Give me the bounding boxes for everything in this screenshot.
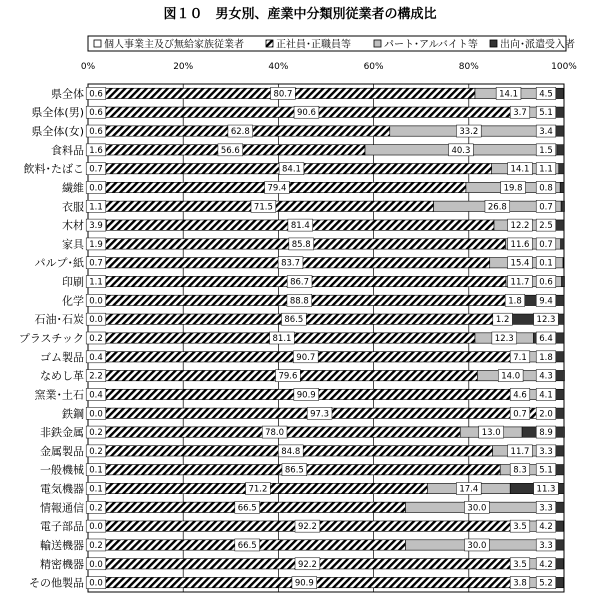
data-label: 0.0 [89,296,103,307]
category-label: パルプ･紙 [34,256,84,270]
data-label: 0.0 [89,559,103,570]
data-label: 14.1 [510,164,530,175]
data-label: 90.9 [294,578,314,589]
x-tick-label: 60% [363,62,384,72]
data-label: 4.2 [539,559,553,570]
legend-swatch [490,40,497,47]
data-label: 0.7 [539,202,553,213]
data-label: 3.5 [513,522,527,533]
data-label: 19.8 [503,183,523,194]
data-label: 90.7 [296,352,316,363]
data-label: 0.6 [89,127,103,138]
data-label: 0.1 [89,465,103,476]
data-label: 1.1 [89,202,103,213]
data-label: 56.6 [220,145,240,156]
chart-title: 図１０ 男女別、産業中分類別従業者の構成比 [163,7,437,22]
data-label: 97.3 [310,409,330,420]
data-label: 88.8 [289,296,309,307]
data-label: 5.1 [539,108,553,119]
x-tick-label: 80% [458,62,479,72]
legend [88,36,575,51]
category-label: 化学 [62,294,84,308]
data-label: 2.2 [89,371,103,382]
legend-label: 出向･派遣受入者 [500,39,575,51]
data-label: 5.2 [539,578,553,589]
x-tick-label: 40% [268,62,289,72]
data-label: 9.4 [539,296,553,307]
data-label: 0.0 [89,522,103,533]
legend-swatch [94,40,101,47]
data-label: 0.2 [89,446,103,457]
category-label: 電気機器 [40,482,84,496]
category-label: 飲料･たばこ [23,162,84,176]
category-label: 一般機械 [40,463,84,477]
data-label: 30.0 [467,503,487,514]
data-label: 8.3 [513,465,527,476]
data-label: 0.0 [89,578,103,589]
data-label: 0.1 [89,484,103,495]
category-label: 県全体(女) [31,125,84,139]
data-label: 3.7 [513,108,527,119]
data-label: 0.7 [89,164,103,175]
category-label: ゴム製品 [40,350,84,364]
data-label: 85.8 [291,239,311,250]
category-label: 衣服 [62,200,84,214]
data-label: 12.2 [510,221,530,232]
data-label: 40.3 [451,145,471,156]
legend-swatch [266,40,273,47]
data-label: 78.0 [265,428,285,439]
data-label: 81.1 [272,334,292,344]
legend-label: 個人事業主及び無給家族従業者 [104,39,244,51]
data-label: 3.5 [513,559,527,570]
data-label: 14.1 [499,89,519,100]
data-label: 12.3 [494,334,514,344]
legend-label: 正社員･正職員等 [276,39,351,51]
legend-label: パート･アルバイト等 [384,39,478,51]
data-label: 1.8 [508,296,522,307]
data-label: 11.6 [510,239,530,250]
data-label: 13.0 [481,428,501,439]
data-label: 12.3 [536,315,556,326]
data-label: 0.8 [539,183,553,194]
data-label: 2.5 [539,221,553,232]
data-label: 4.5 [539,89,553,100]
data-label: 5.1 [539,465,553,476]
data-label: 11.7 [510,446,530,457]
data-label: 0.2 [89,540,103,551]
data-label: 81.4 [290,221,310,232]
data-label: 84.1 [282,164,301,175]
category-label: 繊維 [62,181,84,195]
data-label: 33.2 [459,127,479,138]
data-label: 15.4 [510,258,530,269]
data-label: 92.2 [297,559,317,570]
data-label: 90.6 [297,108,316,119]
category-label: 家具 [62,237,84,251]
data-label: 8.9 [539,428,553,439]
category-label: なめし革 [40,369,84,383]
data-label: 0.6 [89,108,103,119]
category-label: 窯業･土石 [34,388,84,402]
bar-segment [562,276,565,286]
data-label: 83.7 [281,258,301,269]
legend-swatch [374,40,381,47]
data-label: 79.6 [278,371,298,382]
category-label: 県全体(男) [31,106,84,120]
data-label: 4.3 [539,371,553,382]
x-tick-label: 20% [173,62,194,72]
category-label: 金属製品 [40,444,84,458]
data-label: 0.7 [513,409,527,420]
data-label: 86.7 [290,277,310,288]
data-label: 62.8 [230,127,250,138]
category-label: 食料品 [51,143,84,157]
data-label: 0.1 [539,258,553,269]
data-label: 0.2 [89,428,103,439]
category-label: 電子部品 [40,520,84,534]
data-label: 0.2 [89,334,103,344]
data-label: 90.9 [296,390,316,401]
data-label: 1.1 [89,277,103,288]
data-label: 84.8 [281,446,301,457]
data-label: 92.2 [297,522,317,533]
data-label: 11.7 [510,277,530,288]
data-label: 3.3 [539,540,553,551]
data-label: 0.7 [89,258,103,269]
data-label: 0.6 [539,277,553,288]
category-label: 非鉄金属 [40,426,84,440]
data-label: 3.8 [513,578,527,589]
data-label: 3.3 [539,446,553,457]
data-label: 86.5 [284,465,304,476]
category-labels [19,86,85,589]
data-label: 0.4 [89,390,103,401]
category-label: プラスチック [18,332,84,345]
data-label: 3.9 [89,221,103,232]
bar-segment [561,239,564,249]
bar-segment [561,201,564,211]
x-tick-label: 0% [80,62,96,72]
data-label: 3.4 [539,127,553,138]
data-label: 1.8 [539,352,553,363]
bar-segment [557,145,564,155]
category-label: 石油･石炭 [34,313,84,327]
data-label: 0.0 [89,183,103,194]
data-label: 14.0 [501,371,521,382]
data-label: 4.1 [539,390,553,401]
data-label: 66.5 [237,540,257,551]
data-label: 1.2 [495,315,510,326]
category-label: 情報通信 [40,501,84,515]
bar-segment [560,182,564,192]
data-label: 1.9 [89,239,103,250]
data-label: 0.6 [89,89,103,100]
data-label: 2.0 [539,409,553,420]
data-label: 17.4 [459,484,479,495]
data-label: 1.6 [89,145,103,156]
data-label: 26.8 [487,202,507,213]
data-label: 86.5 [284,315,304,326]
category-label: 県全体 [51,87,84,101]
data-label: 11.3 [536,484,556,495]
data-label: 4.6 [513,390,527,401]
data-label: 0.7 [539,239,553,250]
data-label: 79.4 [267,183,287,194]
x-axis-ticks [81,62,577,72]
bar-segment [559,163,564,173]
data-label: 71.5 [253,202,273,213]
data-label: 7.1 [513,352,527,363]
category-label: 鉄鋼 [62,407,84,421]
category-label: 木材 [62,219,84,233]
bar-segment [555,352,564,362]
category-label: 印刷 [62,275,84,289]
data-label: 0.0 [89,315,103,326]
category-label: 輸送機器 [40,538,84,552]
data-label: 0.2 [89,503,103,514]
data-label: 66.5 [237,503,257,514]
data-label: 4.2 [539,522,553,533]
x-tick-label: 100% [551,62,577,72]
data-label: 6.4 [539,334,553,344]
data-label: 30.0 [467,540,487,551]
data-label: 80.7 [273,89,293,100]
data-label: 1.5 [539,145,553,156]
category-label: 精密機器 [40,557,84,571]
data-label: 71.2 [248,484,268,495]
data-label: 0.0 [89,409,103,420]
data-label: 0.4 [89,352,103,363]
data-label: 3.3 [539,503,553,514]
data-label: 1.1 [539,164,553,175]
category-label: その他製品 [29,576,84,590]
